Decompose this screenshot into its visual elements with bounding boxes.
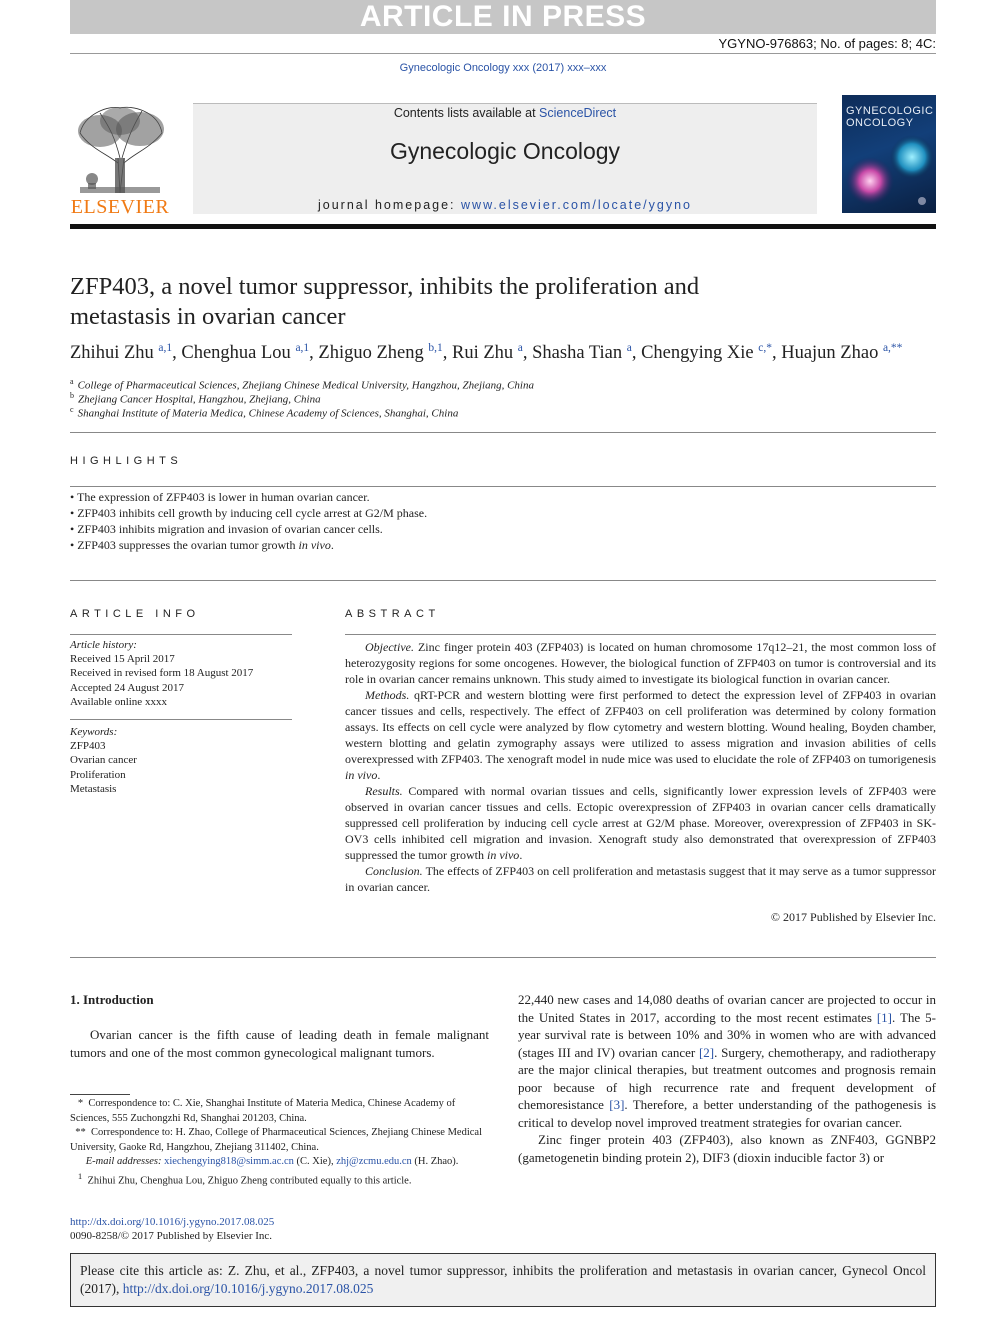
abstract-objective: Objective. Zinc finger protein 403 (ZFP403) is located on human chromosome 17q12–21, the most common loss of heterozygosity regions for some oncogenes. However, the biological function of ZFP403 on tumor is controversial and its role in ovarian cancer remains unknown. This study aimed to investigate its biological function in ovarian cancer. <box>345 640 936 686</box>
abstract-body <box>345 639 936 895</box>
affiliation <box>70 405 936 420</box>
author[interactable] <box>452 343 523 363</box>
journal-citation-line[interactable]: Gynecologic Oncology xxx (2017) xxx–xxx <box>399 62 607 74</box>
contents-prefix: Contents lists available at <box>393 106 540 120</box>
keywords <box>70 725 292 796</box>
journal-cover-thumbnail[interactable] <box>842 95 936 213</box>
issn-line: 0090-8258/© 2017 Published by Elsevier Inc. <box>70 1230 273 1242</box>
divider <box>70 486 936 487</box>
history-item: Received in revised form 18 August 2017 <box>70 667 254 680</box>
journal-title[interactable]: Gynecologic Oncology <box>389 138 621 164</box>
article-history <box>70 638 292 709</box>
section-heading-introduction: 1. Introduction <box>70 992 154 1007</box>
citation-text: Please cite this article as: Z. Zhu, et al., ZFP403, a novel tumor suppressor, inhibits the proliferation and metastasis in ovarian cancer, Gynecol Oncol (2017), http://dx.doi.org/10.1016/j.ygyno.2017.08.025 <box>80 1263 926 1296</box>
keyword[interactable]: Metastasis <box>70 782 117 795</box>
divider <box>70 580 936 581</box>
body-column-right <box>518 991 936 1166</box>
body-paragraph: Zinc finger protein 403 (ZFP403), also known as ZNF403, GGNBP2 (gametogenetin binding protein 2), DIF3 (dioxin inducible factor 3) or <box>518 1132 936 1165</box>
divider <box>345 634 936 635</box>
divider <box>70 634 292 635</box>
divider <box>70 432 936 433</box>
cover-title: GYNECOLOGIC ONCOLOGY <box>846 105 934 129</box>
author-affiliation-mark[interactable]: b,1 <box>428 342 443 354</box>
abstract-methods: Methods. qRT-PCR and western blotting were first performed to detect the expression level of ZFP403 in ovarian cancer tissues and cells, respectively. The effect of ZFP403 on cell proliferation was determined by colony formation assays. Its effects on cell cycle were analyzed by flow cytometry and western blotting. Wound healing, Boyden chamber, western blotting and gelatin zymography assays were utilized to assess migration and invasion abilities of cells overexpressed with ZFP403. The xenograft model in nude mice was used to elucidate the role of ZFP403 on tumorigenesis in vivo. <box>345 688 936 782</box>
highlights-heading: HIGHLIGHTS <box>70 455 183 467</box>
author-list: Zhihui Zhu $^{a,1}$, Chenghua Lou $^{a,1}$, Zhiguo Zheng $^{b,1}$, Rui Zhu $^a$, Shasha Tian $^a$, Chengying Xie $^{c,*}$, Huajun Zhao $^{a,**}$ <box>70 342 903 364</box>
highlight-item: • The expression of ZFP403 is lower in human ovarian cancer. <box>70 490 370 504</box>
doi-link[interactable]: http://dx.doi.org/10.1016/j.ygyno.2017.08.025 <box>70 1216 275 1228</box>
author-affiliation-mark[interactable]: a <box>626 342 632 354</box>
contents-line <box>193 106 817 120</box>
author-affiliation-mark[interactable]: a,1 <box>158 342 173 354</box>
highlight-item: • ZFP403 suppresses the ovarian tumor growth in vivo. <box>70 538 334 552</box>
abstract-results: Results. Compared with normal ovarian tissues and cells, significantly lower expression levels of ZFP403 were observed in ovarian cancer tissues and cells. Ectopic overexpression of ZFP403 in ovarian cancer cells dramatically suppressed cell proliferation by inducing cell cycle arrest at G2/M phase. Moreover, overexpression of ZFP403 in SK-OV3 cells inhibited cell migration and invasion. Xenograft study also demonstrated that overexpression of ZFP403 suppressed the tumor growth in vivo. <box>345 784 936 862</box>
keyword[interactable]: Ovarian cancer <box>70 754 137 767</box>
affiliation-mark: a <box>70 377 74 386</box>
homepage-link[interactable]: www.elsevier.com/locate/ygyno <box>461 198 693 212</box>
reference-link[interactable]: [3] <box>609 1097 625 1112</box>
abstract-conclusion: Conclusion. The effects of ZFP403 on cell proliferation and metastasis suggest that it may serve as a tumor suppressor in ovarian cancer. <box>345 864 936 894</box>
keyword[interactable]: ZFP403 <box>70 740 106 753</box>
reference-link[interactable]: [1] <box>876 1009 893 1025</box>
author[interactable] <box>318 343 442 363</box>
divider <box>70 957 936 958</box>
copyright-notice: © 2017 Published by Elsevier Inc. <box>770 910 936 924</box>
affiliation-mark: b <box>70 391 74 400</box>
author-affiliation-mark[interactable]: c,* <box>758 342 772 354</box>
affiliation-text: Shanghai Institute of Materia Medica, Chinese Academy of Sciences, Shanghai, China <box>77 407 459 420</box>
affiliation <box>70 377 936 392</box>
article-title-line2: metastasis in ovarian cancer <box>70 303 346 330</box>
author[interactable] <box>532 343 632 363</box>
email-link[interactable]: xiechengying818@simm.ac.cn <box>164 1156 294 1167</box>
author[interactable] <box>641 343 772 363</box>
footnote-rule <box>70 1094 130 1095</box>
author-name: Chengying Xie <box>641 343 754 364</box>
author-name: Zhiguo Zheng <box>318 343 424 364</box>
intro-paragraph: Ovarian cancer is the fifth cause of leading death in female malignant tumors and one of the most common gynecological malignant tumors. <box>70 1027 489 1060</box>
affiliation-mark: c <box>70 405 74 414</box>
sciencedirect-link[interactable]: ScienceDirect <box>539 106 617 120</box>
email-link[interactable]: zhj@zcmu.edu.cn <box>336 1156 412 1167</box>
footnote-equal-contribution: $^1$ Zhihui Zhu, Chenghua Lou, Zhiguo Zheng contributed equally to this article. <box>77 1171 412 1187</box>
reference-code: YGYNO-976863; No. of pages: 8; 4C: <box>718 36 936 51</box>
history-label: Article history: <box>70 639 137 651</box>
author-name: Shasha Tian <box>532 343 623 364</box>
divider <box>70 719 292 720</box>
elsevier-wordmark: ELSEVIER <box>70 196 170 218</box>
header-thick-rule <box>70 224 936 229</box>
history-item: Accepted 24 August 2017 <box>70 681 184 694</box>
affiliation <box>70 391 936 406</box>
author-affiliation-mark[interactable]: a,1 <box>295 342 310 354</box>
history-item: Available online xxxx <box>70 695 167 708</box>
author-name: Zhihui Zhu <box>70 343 154 364</box>
highlight-item: • ZFP403 inhibits cell growth by inducing cell cycle arrest at G2/M phase. <box>70 506 428 520</box>
journal-homepage <box>193 198 817 212</box>
highlight-item: • ZFP403 inhibits migration and invasion of ovarian cancer cells. <box>70 522 383 536</box>
footnote-correspondence-2: ** Correspondence to: H. Zhao, College of Pharmaceutical Sciences, Zhejiang Chinese Medical University, Gaoke Rd, Hangzhou, Zhejiang 311402, China. <box>70 1127 482 1153</box>
footnote-emails: E-mail addresses: xiechengying818@simm.ac.cn (C. Xie), zhj@zcmu.edu.cn (H. Zhao). <box>85 1156 459 1167</box>
homepage-prefix: journal homepage: <box>317 198 462 212</box>
author[interactable] <box>181 343 309 363</box>
article-info-heading: ARTICLE INFO <box>70 608 200 620</box>
citation-doi-link[interactable]: http://dx.doi.org/10.1016/j.ygyno.2017.08.025 <box>122 1281 374 1296</box>
author[interactable] <box>781 343 902 363</box>
affiliation-text: College of Pharmaceutical Sciences, Zhejiang Chinese Medical University, Hangzhou, Zhejiang, China <box>77 379 534 392</box>
cover-art <box>842 135 936 213</box>
footnote-correspondence-1: * Correspondence to: C. Xie, Shanghai Institute of Materia Medica, Chinese Academy of Sciences, 555 Zuchongzhi Rd, Shanghai 201203, China. <box>70 1098 456 1124</box>
body-paragraph: 22,440 new cases and 14,080 deaths of ovarian cancer are projected to occur in the United States in 2017, according to the most recent estimates [1]. The 5-year survival rate is between 10% and 30% in women who are with advanced (stages III and IV) ovarian cancer [2]. Surgery, chemotherapy, and radiotherapy are the major clinical therapies, but treatment outcomes and prognosis remain poor because of high recurrence rate and frequent development of chemoresistance [3]. Therefore, a better understanding of the pathogenesis is critical to develop novel improved treatment strategies for ovarian cancer. <box>518 992 936 1130</box>
history-item: Received 15 April 2017 <box>70 653 175 666</box>
divider <box>70 53 936 54</box>
author-affiliation-mark[interactable]: a <box>517 342 523 354</box>
article-in-press-banner: ARTICLE IN PRESS <box>70 0 936 34</box>
abstract-heading: ABSTRACT <box>345 608 440 620</box>
article-title <box>70 272 770 332</box>
article-title-line1: ZFP403, a novel tumor suppressor, inhibits the proliferation and <box>70 273 700 300</box>
affiliation-text: Zhejiang Cancer Hospital, Hangzhou, Zhejiang, China <box>78 393 321 406</box>
reference-link[interactable]: [2] <box>698 1044 715 1060</box>
author[interactable] <box>70 343 172 363</box>
keywords-label: Keywords: <box>70 726 118 738</box>
author-name: Huajun Zhao <box>781 343 879 364</box>
author-name: Rui Zhu <box>452 343 514 364</box>
author-affiliation-mark[interactable]: a,** <box>882 342 903 354</box>
author-name: Chenghua Lou <box>181 343 291 364</box>
keyword[interactable]: Proliferation <box>70 768 126 781</box>
